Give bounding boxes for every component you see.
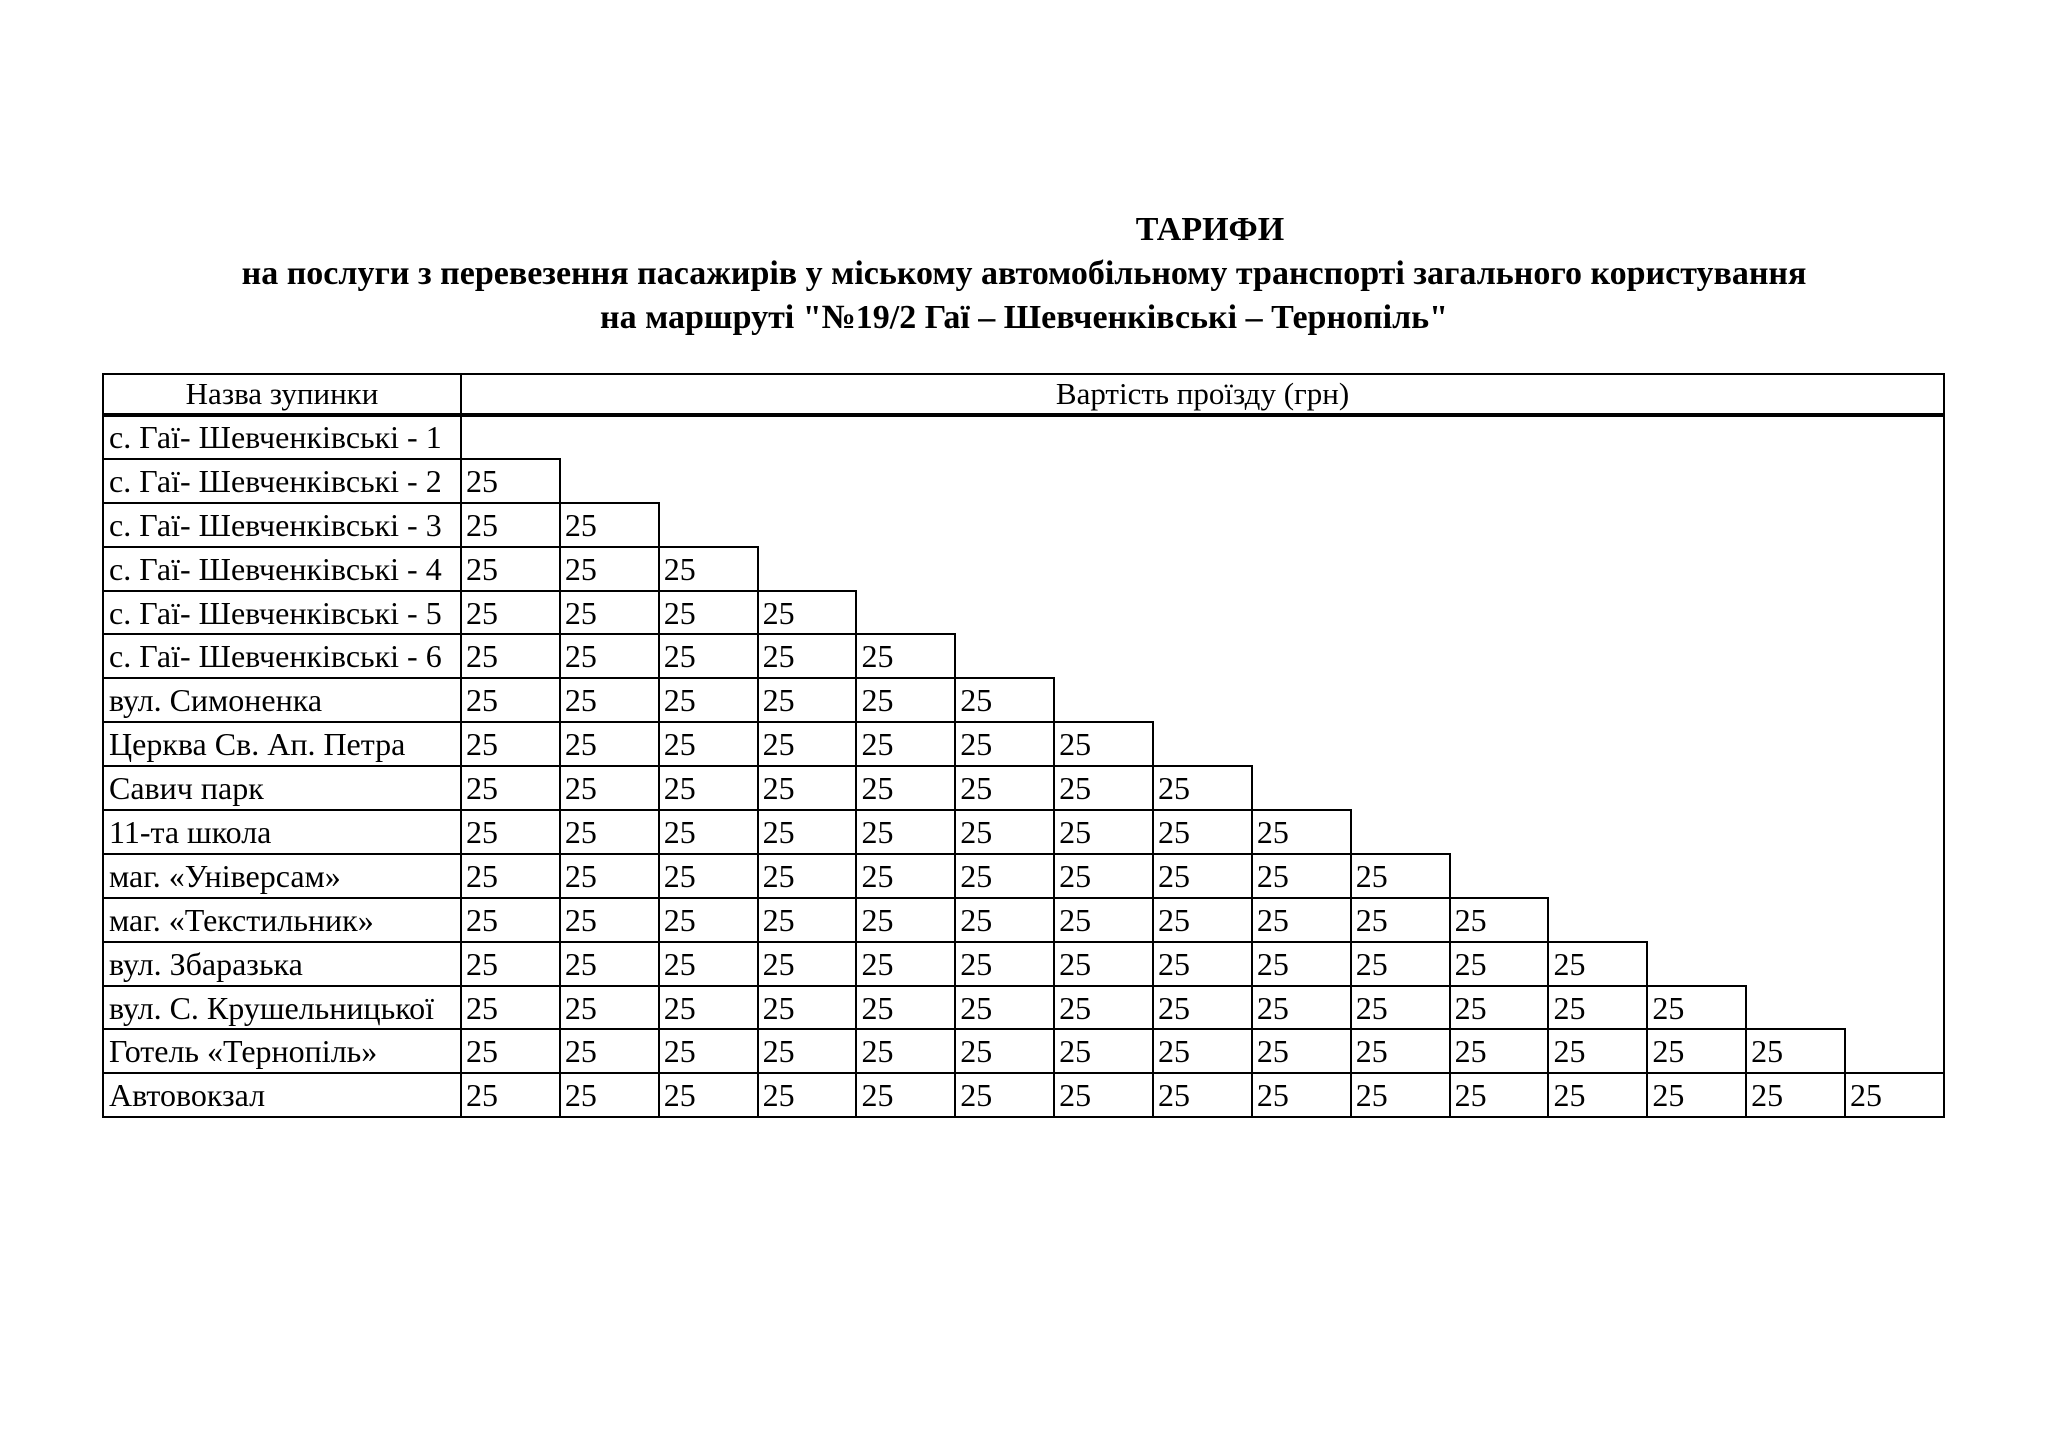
- fare-cell: 25: [1054, 722, 1153, 766]
- table-row: [103, 766, 1944, 810]
- fare-cell: 25: [1252, 1029, 1351, 1073]
- fare-cell: 25: [856, 986, 955, 1030]
- tariff-title-line3: на маршруті "№19/2 Гаї – Шевченківські – Тернопіль": [599, 299, 1449, 336]
- fare-cell: 25: [461, 1073, 560, 1117]
- fare-cell: 25: [560, 1073, 659, 1117]
- table-row: [103, 986, 1944, 1030]
- fare-cell: 25: [856, 634, 955, 678]
- fare-cell: 25: [1153, 854, 1252, 898]
- fare-header-cell: Вартість проїзду (грн): [461, 374, 1944, 415]
- empty-cell: [1548, 898, 1944, 942]
- empty-cell: [1450, 854, 1944, 898]
- empty-cell: [1647, 942, 1944, 986]
- table-row: [103, 722, 1944, 766]
- fare-cell: 25: [659, 942, 758, 986]
- fare-cell: 25: [856, 766, 955, 810]
- fare-cell: 25: [659, 1073, 758, 1117]
- fare-cell: 25: [659, 766, 758, 810]
- fare-cell: 25: [1153, 986, 1252, 1030]
- fare-cell: 25: [856, 854, 955, 898]
- fare-cell: 25: [1351, 1073, 1450, 1117]
- fare-cell: 25: [1252, 986, 1351, 1030]
- fare-cell: 25: [1252, 942, 1351, 986]
- fare-cell: 25: [758, 1029, 857, 1073]
- fare-cell: 25: [461, 547, 560, 591]
- table-row: [103, 634, 1944, 678]
- tariff-title-line1: ТАРИФИ: [1135, 211, 1285, 248]
- empty-cell: [1351, 810, 1944, 854]
- empty-cell: [461, 415, 1944, 459]
- fare-cell: 25: [1054, 1029, 1153, 1073]
- fare-cell: 25: [1054, 942, 1153, 986]
- fare-cell: 25: [1647, 1073, 1746, 1117]
- fare-cell: 25: [1548, 986, 1647, 1030]
- table-row: [103, 459, 1944, 503]
- fare-cell: 25: [659, 634, 758, 678]
- fare-cell: 25: [955, 854, 1054, 898]
- fare-cell: 25: [1450, 942, 1549, 986]
- tariff-title-line2: на послуги з перевезення пасажирів у міському автомобільному транспорті загального користування: [241, 255, 1807, 292]
- fare-cell: 25: [560, 854, 659, 898]
- stop-name-cell: с. Гаї- Шевченківські - 1: [103, 415, 461, 459]
- stop-name-cell: с. Гаї- Шевченківські - 2: [103, 459, 461, 503]
- fare-cell: 25: [1647, 986, 1746, 1030]
- stop-name-cell: с. Гаї- Шевченківські - 5: [103, 591, 461, 635]
- fare-cell: 25: [758, 591, 857, 635]
- stop-name-cell: Савич парк: [103, 766, 461, 810]
- stop-name-header-cell: Назва зупинки: [103, 374, 461, 415]
- fare-cell: 25: [1054, 986, 1153, 1030]
- table-row: [103, 942, 1944, 986]
- fare-cell: 25: [758, 986, 857, 1030]
- fare-cell: 25: [659, 591, 758, 635]
- fare-cell: 25: [1548, 1029, 1647, 1073]
- stop-name-cell: вул. Збаразька: [103, 942, 461, 986]
- fare-cell: 25: [1351, 898, 1450, 942]
- empty-cell: [1054, 678, 1944, 722]
- fare-cell: 25: [461, 634, 560, 678]
- empty-cell: [659, 503, 1944, 547]
- fare-cell: 25: [1351, 986, 1450, 1030]
- fare-cell: 25: [758, 678, 857, 722]
- fare-cell: 25: [461, 766, 560, 810]
- table-row: [103, 1029, 1944, 1073]
- fare-cell: 25: [1548, 1073, 1647, 1117]
- fare-cell: 25: [560, 678, 659, 722]
- fare-cell: 25: [758, 722, 857, 766]
- fare-cell: 25: [461, 854, 560, 898]
- fare-cell: 25: [1252, 898, 1351, 942]
- fare-cell: 25: [955, 1029, 1054, 1073]
- fare-cell: 25: [856, 898, 955, 942]
- stop-name-cell: с. Гаї- Шевченківські - 4: [103, 547, 461, 591]
- fare-cell: 25: [955, 766, 1054, 810]
- fare-cell: 25: [1450, 1029, 1549, 1073]
- stop-name-cell: вул. С. Крушельницької: [103, 986, 461, 1030]
- stop-name-cell: 11-та школа: [103, 810, 461, 854]
- fare-cell: 25: [1153, 766, 1252, 810]
- fare-cell: 25: [758, 810, 857, 854]
- fare-cell: 25: [758, 634, 857, 678]
- fare-cell: 25: [856, 678, 955, 722]
- fare-cell: 25: [758, 898, 857, 942]
- fare-cell: 25: [856, 942, 955, 986]
- stop-name-cell: маг. «Універсам»: [103, 854, 461, 898]
- fare-cell: 25: [1746, 1073, 1845, 1117]
- fare-cell: 25: [560, 503, 659, 547]
- fare-cell: 25: [1845, 1073, 1944, 1117]
- fare-cell: 25: [560, 810, 659, 854]
- fare-cell: 25: [1351, 1029, 1450, 1073]
- fare-cell: 25: [1252, 854, 1351, 898]
- fare-cell: 25: [1351, 942, 1450, 986]
- fare-cell: 25: [1153, 898, 1252, 942]
- fare-cell: 25: [856, 810, 955, 854]
- fare-cell: 25: [955, 986, 1054, 1030]
- fare-cell: 25: [560, 634, 659, 678]
- fare-cell: 25: [1153, 1073, 1252, 1117]
- fare-cell: 25: [560, 986, 659, 1030]
- stop-name-cell: Автовокзал: [103, 1073, 461, 1117]
- table-row: [103, 415, 1944, 459]
- fare-cell: 25: [461, 459, 560, 503]
- fare-cell: 25: [1153, 810, 1252, 854]
- document-heading: [0, 208, 2048, 340]
- fare-cell: 25: [461, 591, 560, 635]
- fare-cell: 25: [659, 810, 758, 854]
- fare-cell: 25: [1153, 942, 1252, 986]
- fare-cell: 25: [659, 722, 758, 766]
- empty-cell: [1252, 766, 1944, 810]
- fare-cell: 25: [461, 503, 560, 547]
- fare-cell: 25: [1351, 854, 1450, 898]
- fare-cell: 25: [1450, 1073, 1549, 1117]
- empty-cell: [758, 547, 1944, 591]
- fare-cell: 25: [461, 722, 560, 766]
- fare-cell: 25: [1252, 810, 1351, 854]
- empty-cell: [856, 591, 1944, 635]
- table-header-row: [103, 374, 1944, 415]
- empty-cell: [1845, 1029, 1944, 1073]
- fare-cell: 25: [659, 986, 758, 1030]
- fare-cell: 25: [955, 1073, 1054, 1117]
- fare-cell: 25: [1450, 986, 1549, 1030]
- fare-cell: 25: [955, 810, 1054, 854]
- fare-cell: 25: [461, 986, 560, 1030]
- fare-cell: 25: [560, 766, 659, 810]
- table-row: [103, 854, 1944, 898]
- fare-cell: 25: [1746, 1029, 1845, 1073]
- fare-cell: 25: [659, 854, 758, 898]
- fare-cell: 25: [955, 942, 1054, 986]
- fare-cell: 25: [955, 898, 1054, 942]
- fare-cell: 25: [1054, 898, 1153, 942]
- stop-name-cell: Церква Св. Ап. Петра: [103, 722, 461, 766]
- fare-cell: 25: [758, 942, 857, 986]
- fare-cell: 25: [758, 1073, 857, 1117]
- fare-cell: 25: [461, 942, 560, 986]
- fare-cell: 25: [1548, 942, 1647, 986]
- fare-cell: 25: [560, 942, 659, 986]
- fare-cell: 25: [560, 898, 659, 942]
- empty-cell: [955, 634, 1944, 678]
- empty-cell: [1153, 722, 1944, 766]
- fare-cell: 25: [1450, 898, 1549, 942]
- fare-cell: 25: [758, 854, 857, 898]
- fare-table: [102, 373, 1945, 1118]
- fare-cell: 25: [560, 722, 659, 766]
- fare-cell: 25: [955, 722, 1054, 766]
- fare-cell: 25: [560, 1029, 659, 1073]
- empty-cell: [560, 459, 1944, 503]
- fare-cell: 25: [659, 898, 758, 942]
- stop-name-cell: вул. Симоненка: [103, 678, 461, 722]
- fare-cell: 25: [1054, 766, 1153, 810]
- table-row: [103, 810, 1944, 854]
- fare-cell: 25: [461, 1029, 560, 1073]
- table-row: [103, 1073, 1944, 1117]
- fare-cell: 25: [1252, 1073, 1351, 1117]
- fare-cell: 25: [560, 591, 659, 635]
- table-row: [103, 898, 1944, 942]
- fare-cell: 25: [1054, 1073, 1153, 1117]
- fare-table-body: [103, 415, 1944, 1117]
- empty-cell: [1746, 986, 1944, 1030]
- fare-cell: 25: [1153, 1029, 1252, 1073]
- fare-cell: 25: [955, 678, 1054, 722]
- fare-cell: 25: [856, 722, 955, 766]
- stop-name-cell: маг. «Текстильник»: [103, 898, 461, 942]
- stop-name-cell: Готель «Тернопіль»: [103, 1029, 461, 1073]
- fare-cell: 25: [1054, 854, 1153, 898]
- table-row: [103, 678, 1944, 722]
- fare-cell: 25: [856, 1073, 955, 1117]
- table-row: [103, 591, 1944, 635]
- stop-name-cell: с. Гаї- Шевченківські - 3: [103, 503, 461, 547]
- fare-cell: 25: [461, 810, 560, 854]
- table-row: [103, 547, 1944, 591]
- fare-cell: 25: [659, 1029, 758, 1073]
- fare-cell: 25: [758, 766, 857, 810]
- fare-cell: 25: [659, 547, 758, 591]
- fare-cell: 25: [659, 678, 758, 722]
- fare-cell: 25: [856, 1029, 955, 1073]
- table-row: [103, 503, 1944, 547]
- fare-cell: 25: [461, 678, 560, 722]
- fare-cell: 25: [1054, 810, 1153, 854]
- fare-cell: 25: [461, 898, 560, 942]
- fare-cell: 25: [560, 547, 659, 591]
- fare-cell: 25: [1647, 1029, 1746, 1073]
- stop-name-cell: с. Гаї- Шевченківські - 6: [103, 634, 461, 678]
